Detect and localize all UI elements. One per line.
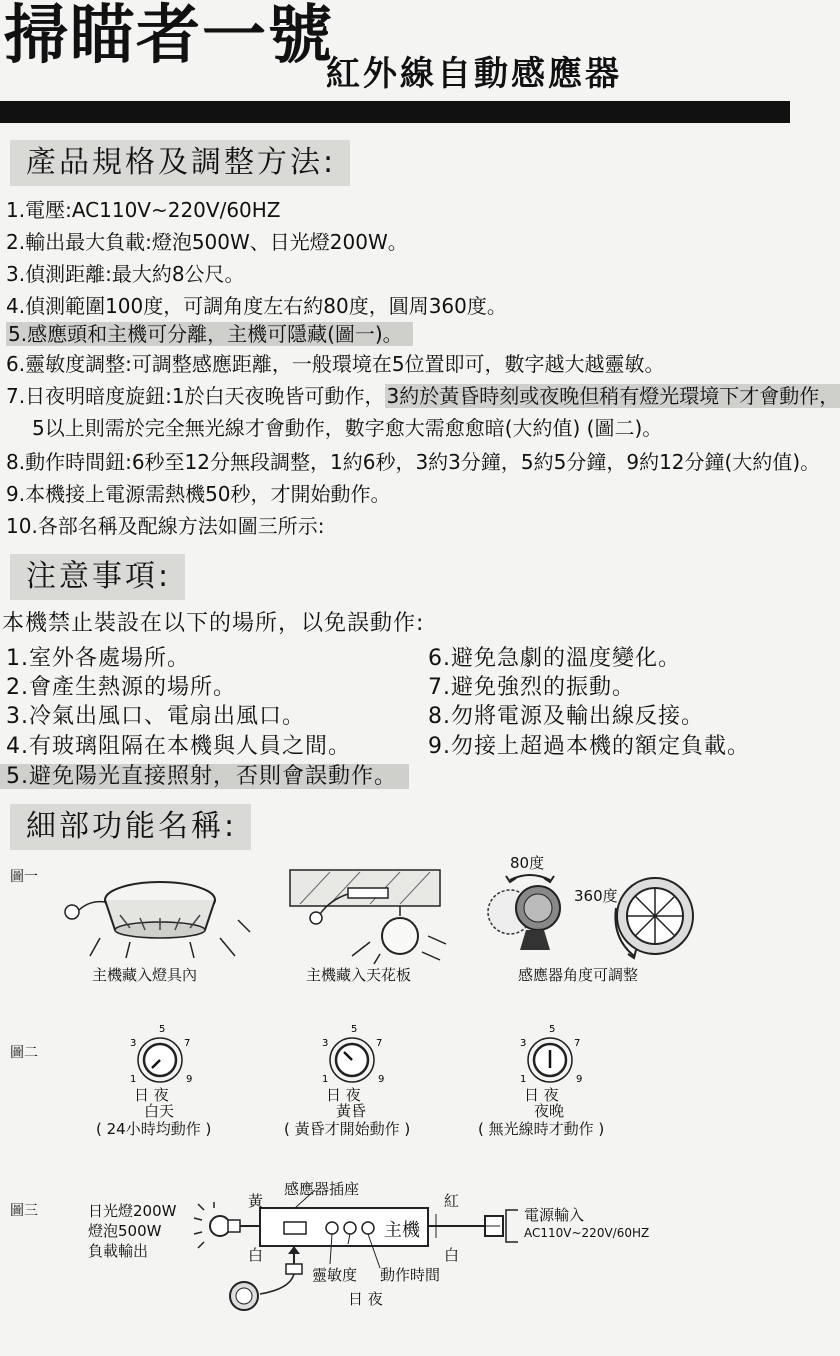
caution-item: 1.室外各處場所。 [6, 646, 190, 671]
ceiling-illustration [290, 864, 450, 964]
spec-item: 4.偵測範圍100度，可調角度左右約80度，圓周360度。 [6, 294, 507, 318]
spec-heading: 產品規格及調整方法: [10, 140, 350, 186]
dial-desc: ( 無光線時才動作 ) [478, 1120, 605, 1138]
load-line: 燈泡500W [88, 1222, 162, 1240]
load-line: 日光燈200W [88, 1202, 177, 1220]
sensor-rotation-illustration [610, 868, 700, 964]
figure2-label: 圖二 [10, 1045, 38, 1061]
dial-mode: 黃昏 [336, 1102, 367, 1120]
caution-item: 9.勿接上超過本機的額定負載。 [428, 734, 750, 759]
dial-tick: 3 [520, 1038, 527, 1049]
dial-tick: 1 [130, 1074, 137, 1085]
sensor-angle-illustration [480, 870, 580, 960]
action-time-label: 動作時間 [380, 1266, 441, 1284]
day-night-label: 日 夜 [326, 1086, 361, 1104]
day-night-label: 日 夜 [134, 1086, 169, 1104]
spec-item: 9.本機接上電源需熱機50秒，才開始動作。 [6, 482, 391, 506]
dial-desc: ( 黃昏才開始動作 ) [284, 1120, 411, 1138]
circle-label: 360度 [574, 887, 618, 905]
lamp-fixture-illustration [60, 860, 260, 960]
spec-item: 3.偵測距離:最大約8公尺。 [6, 262, 245, 286]
spec-item: 7.日夜明暗度旋鈕:1於白天夜晚皆可動作， 3約於黃昏時刻或夜晚但稍有燈光環境下才會動作， [6, 382, 840, 410]
dial-tick: 9 [186, 1074, 193, 1085]
wire-yellow-label: 黃 [248, 1192, 264, 1210]
sensitivity-label: 靈敏度 [312, 1266, 358, 1284]
caution-item: 3.冷氣出風口、電扇出風口。 [6, 704, 305, 729]
caution-item: 6.避免急劇的溫度變化。 [428, 646, 681, 671]
dial-tick: 9 [576, 1074, 583, 1085]
dial-tick: 5 [549, 1024, 556, 1035]
wire-white-right-label: 白 [444, 1246, 460, 1264]
main-title: 掃瞄者一號 [4, 0, 334, 73]
spec-item: 1.電壓:AC110V~220V/60HZ [6, 198, 281, 222]
caution-item: 7.避免強烈的振動。 [428, 675, 635, 700]
figure1-caption: 主機藏入天花板 [306, 966, 412, 984]
dial-desc: ( 24小時均動作 ) [96, 1120, 212, 1138]
caution-item: 8.勿將電源及輸出線反接。 [428, 704, 704, 729]
dial-tick: 9 [378, 1074, 385, 1085]
power-spec-label: AC110V~220V/60HZ [524, 1226, 650, 1240]
figure1-caption: 主機藏入燈具內 [92, 966, 198, 984]
day-night-label: 日 夜 [524, 1086, 559, 1104]
caution-item-highlight: 5.避免陽光直接照射，否則會誤動作。 [0, 763, 409, 791]
spec-item: 5以上則需於完全無光線才會動作，數字愈大需愈愈暗(大約值) (圖二)。 [32, 416, 663, 440]
spec-item: 8.動作時間鈕:6秒至12分無段調整，1約6秒，3約3分鐘，5約5分鐘，9約12分鐘(大約值)。 [6, 450, 821, 474]
main-unit-label: 主機 [384, 1220, 420, 1241]
sub-title: 紅外線自動感應器 [326, 54, 622, 94]
dial-tick: 3 [322, 1038, 329, 1049]
detail-heading: 細部功能名稱: [10, 804, 251, 850]
dial-mode: 白天 [144, 1102, 175, 1120]
dial-tick: 5 [351, 1024, 358, 1035]
day-night-label: 日 夜 [348, 1290, 383, 1308]
dial-tick: 7 [574, 1038, 581, 1049]
angle-label: 80度 [510, 854, 545, 872]
dial-tick: 7 [184, 1038, 191, 1049]
figure3-label: 圖三 [10, 1203, 38, 1219]
caution-intro: 本機禁止裝設在以下的場所，以免誤動作: [2, 611, 425, 636]
dial-3 [510, 1024, 590, 1086]
wire-white-left-label: 白 [248, 1246, 264, 1264]
spec-item: 6.靈敏度調整:可調整感應距離，一般環境在5位置即可，數字越大越靈敏。 [6, 352, 665, 376]
spec-item: 10.各部名稱及配線方法如圖三所示: [6, 514, 325, 538]
dial-1 [120, 1024, 200, 1086]
dial-tick: 5 [159, 1024, 166, 1035]
dial-tick: 1 [322, 1074, 329, 1085]
power-bracket [500, 1206, 524, 1246]
dial-2 [312, 1024, 392, 1086]
figure1-caption: 感應器角度可調整 [518, 966, 639, 984]
caution-item: 4.有玻璃阻隔在本機與人員之間。 [6, 734, 351, 759]
spec-item-highlight: 5.感應頭和主機可分離，主機可隱藏(圖一)。 [6, 320, 413, 348]
socket-label: 感應器插座 [284, 1180, 360, 1198]
title-bar [0, 101, 790, 123]
power-input-label: 電源輸入 [524, 1206, 585, 1224]
caution-item: 2.會產生熱源的場所。 [6, 675, 236, 700]
dial-tick: 7 [376, 1038, 383, 1049]
figure1-label: 圖一 [10, 869, 38, 885]
dial-mode: 夜晚 [534, 1102, 565, 1120]
load-line: 負載輸出 [88, 1242, 149, 1260]
dial-tick: 1 [520, 1074, 527, 1085]
dial-tick: 3 [130, 1038, 137, 1049]
wire-red-label: 紅 [444, 1192, 460, 1210]
spec-item: 2.輸出最大負載:燈泡500W、日光燈200W。 [6, 230, 408, 254]
caution-heading: 注意事項: [10, 554, 185, 600]
